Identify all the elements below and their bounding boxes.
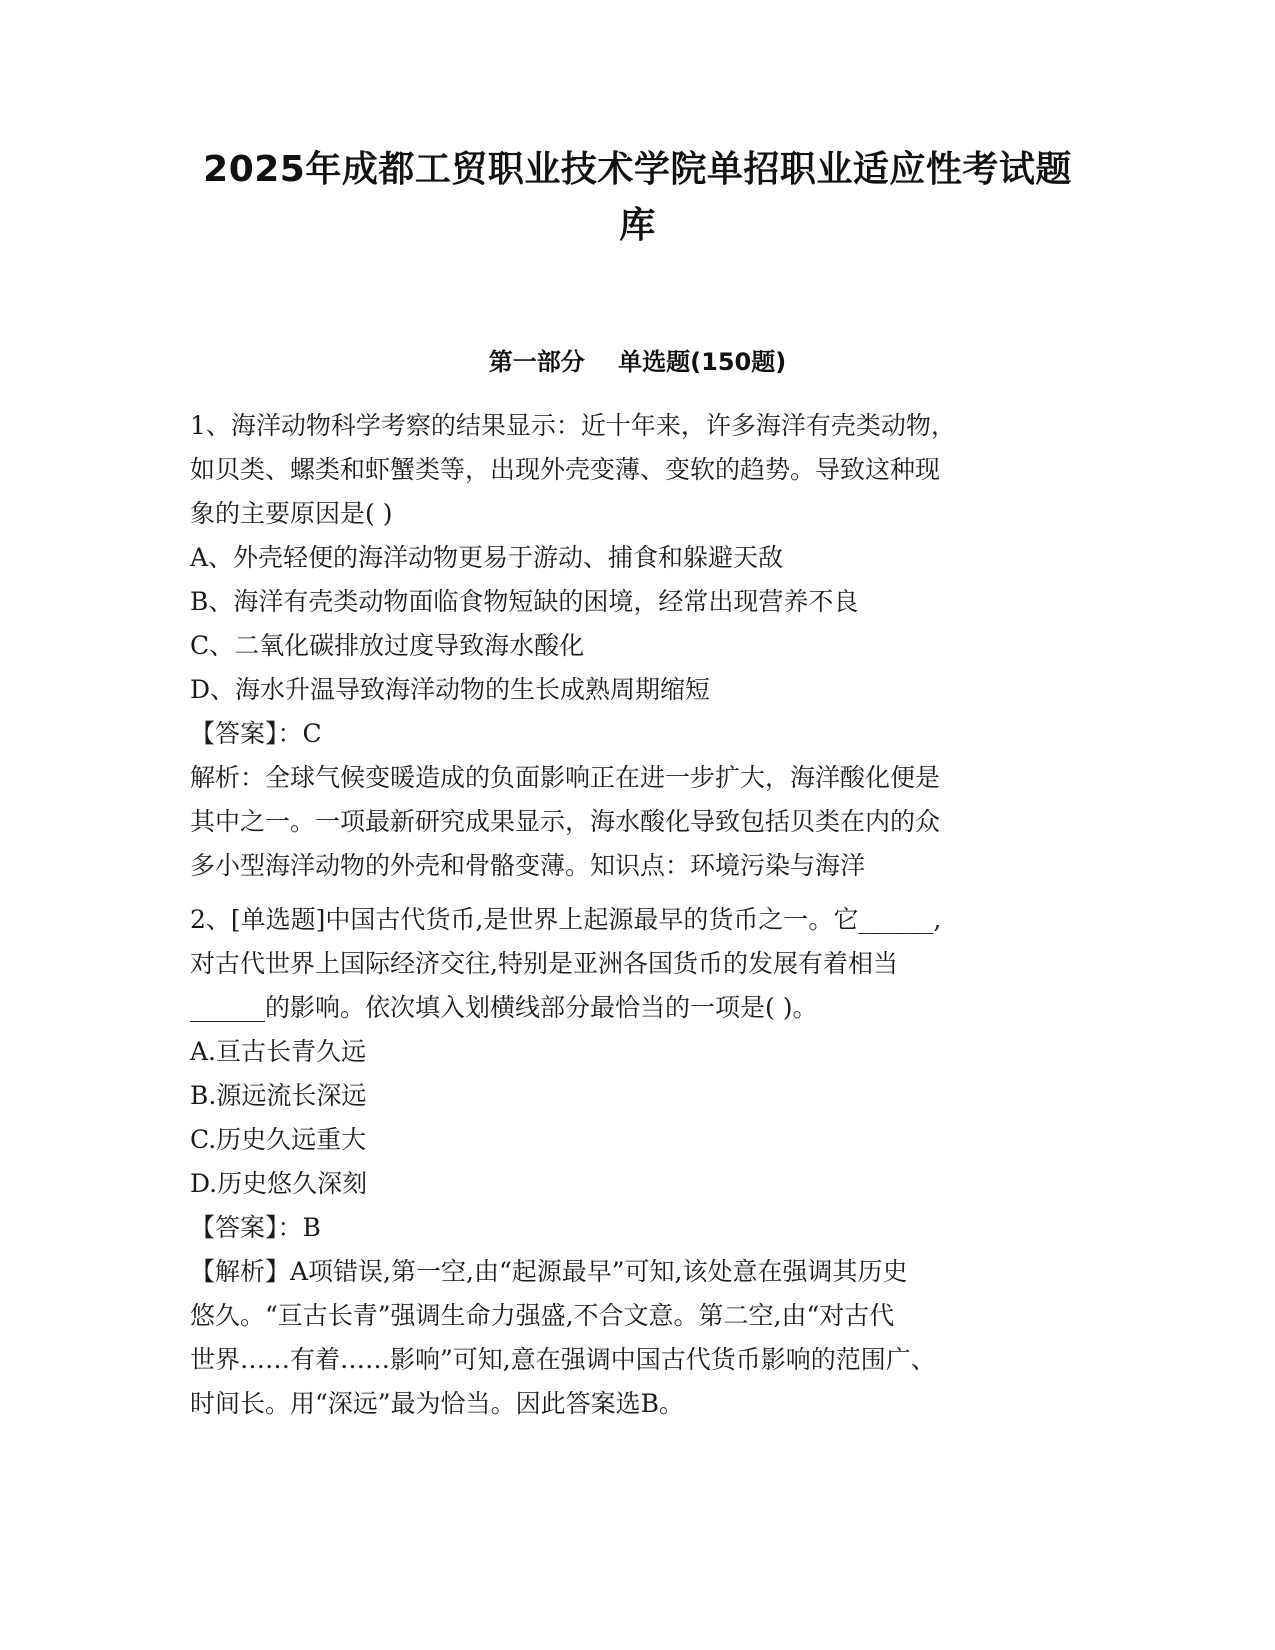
answer-line: 【答案】：B — [190, 1213, 321, 1242]
stem-line: 对古代世界上国际经济交往,特别是亚洲各国货币的发展有着相当 — [190, 949, 898, 978]
question-item-2 — [190, 898, 1070, 1426]
analysis-line: 悠久。“亘古长青”强调生命力强盛,不合文意。第二空,由“对古代 — [190, 1301, 895, 1330]
analysis — [190, 1250, 1070, 1426]
question-item-1 — [190, 404, 1070, 888]
question-stem — [190, 404, 1070, 536]
analysis-line: 解析：全球气候变暖造成的负面影响正在进一步扩大，海洋酸化便是 — [190, 763, 941, 792]
option-b: B.源远流长深远 — [190, 1081, 367, 1110]
option-a: A、外壳轻便的海洋动物更易于游动、捕食和躲避天敌 — [190, 543, 784, 572]
stem-line: 2、[单选题]中国古代货币,是世界上起源最早的货币之一。它______, — [190, 905, 942, 934]
stem-line: 如贝类、螺类和虾蟹类等，出现外壳变薄、变软的趋势。导致这种现 — [190, 455, 941, 484]
option-list — [190, 1030, 1070, 1206]
analysis-line: 【解析】A项错误,第一空,由“起源最早”可知,该处意在强调其历史 — [190, 1257, 908, 1286]
stem-line: ______的影响。依次填入划横线部分最恰当的一项是( )。 — [190, 993, 818, 1022]
question-list — [190, 404, 1070, 1426]
analysis-line: 其中之一。一项最新研究成果显示，海水酸化导致包括贝类在内的众 — [190, 807, 941, 836]
question-stem — [190, 898, 1070, 1030]
stem-line: 象的主要原因是( ) — [190, 499, 393, 528]
option-b: B、海洋有壳类动物面临食物短缺的困境，经常出现营养不良 — [190, 587, 859, 616]
section-heading: 第一部分 单选题(150题) — [488, 348, 787, 376]
option-c: C、二氧化碳排放过度导致海水酸化 — [190, 631, 585, 660]
title-line-1: 2025年成都工贸职业技术学院单招职业适应性考试题 — [203, 149, 1072, 190]
analysis-line: 世界……有着……影响”可知,意在强调中国古代货币影响的范围广、 — [190, 1345, 936, 1374]
document-title — [150, 142, 1125, 254]
analysis-line: 多小型海洋动物的外壳和骨骼变薄。知识点：环境污染与海洋 — [190, 851, 866, 880]
option-d: D、海水升温导致海洋动物的生长成熟周期缩短 — [190, 675, 711, 704]
option-a: A.亘古长青久远 — [190, 1037, 367, 1066]
option-c: C.历史久远重大 — [190, 1125, 367, 1154]
option-list — [190, 536, 1070, 712]
stem-line: 1、海洋动物科学考察的结果显示：近十年来，许多海洋有壳类动物， — [190, 411, 956, 440]
title-line-2: 库 — [619, 205, 656, 246]
analysis — [190, 756, 1070, 888]
answer-line: 【答案】：C — [190, 719, 322, 748]
option-d: D.历史悠久深刻 — [190, 1169, 368, 1198]
analysis-line: 时间长。用“深远”最为恰当。因此答案选B。 — [190, 1389, 684, 1418]
